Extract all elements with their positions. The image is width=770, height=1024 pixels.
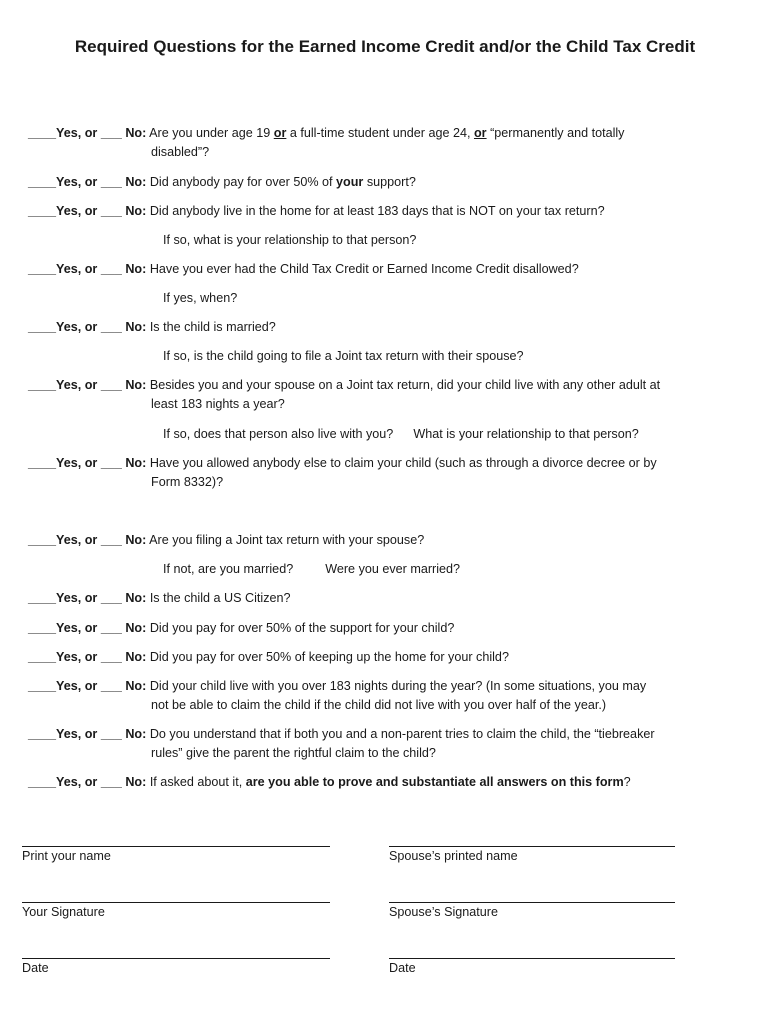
question-disallowed: [28, 260, 740, 279]
question-allowed-claim: [28, 454, 740, 492]
question-continuation: Form 8332)?: [151, 475, 224, 489]
followup-joint-return: If so, is the child going to file a Joint tax return with their spouse?: [163, 349, 524, 363]
question-text: Besides you and your spouse on a Joint tax return, did your child live with any other adult at: [149, 378, 661, 392]
question-continuation: not be able to claim the child if the child did not live with you over half of the year.): [151, 698, 607, 712]
yes-no-blank[interactable]: ____Yes, or ___ No:: [28, 621, 147, 635]
question-text: If asked about it, are you able to prove and substantiate all answers on this form?: [149, 775, 631, 789]
question-text: Is the child is married?: [149, 320, 276, 334]
question-text: Are you filing a Joint tax return with your spouse?: [149, 533, 425, 547]
followup-also-live: If so, does that person also live with you? What is your relationship to that person?: [163, 427, 639, 441]
question-under-19: [28, 124, 740, 162]
yes-no-blank[interactable]: ____Yes, or ___ No:: [28, 533, 147, 547]
yes-no-blank[interactable]: ____Yes, or ___ No:: [28, 378, 147, 392]
date-label-right: Date: [389, 961, 416, 975]
followup-when: If yes, when?: [163, 291, 238, 305]
question-text: Do you understand that if both you and a non-parent tries to claim the child, the “tiebreaker: [149, 727, 655, 741]
your-signature-label: Your Signature: [22, 905, 105, 919]
yes-no-blank[interactable]: ____Yes, or ___ No:: [28, 727, 147, 741]
question-paid-support: [28, 619, 740, 638]
yes-no-blank[interactable]: ____Yes, or ___ No:: [28, 679, 147, 693]
question-text: Did anybody live in the home for at least 183 days that is NOT on your tax return?: [149, 204, 605, 218]
question-text: Have you ever had the Child Tax Credit or Earned Income Credit disallowed?: [149, 262, 579, 276]
question-continuation: rules” give the parent the rightful claim to the child?: [151, 746, 436, 760]
question-text: Did anybody pay for over 50% of your support?: [149, 175, 416, 189]
yes-no-blank[interactable]: ____Yes, or ___ No:: [28, 775, 147, 789]
question-child-married: [28, 318, 740, 337]
print-name-line[interactable]: [22, 846, 330, 847]
question-tiebreaker: [28, 725, 740, 763]
date-label-left: Date: [22, 961, 49, 975]
question-183-nights: [28, 677, 740, 715]
spouse-signature-line[interactable]: [389, 902, 675, 903]
question-other-adult: [28, 376, 740, 414]
question-text: Did you pay for over 50% of keeping up the home for your child?: [149, 650, 509, 664]
question-joint-return: [28, 531, 740, 550]
yes-no-blank[interactable]: ____Yes, or ___ No:: [28, 175, 147, 189]
your-signature-line[interactable]: [22, 902, 330, 903]
question-continuation: least 183 nights a year?: [151, 397, 285, 411]
question-text: Did your child live with you over 183 nights during the year? (In some situations, you may: [149, 679, 647, 693]
question-support: [28, 173, 740, 192]
yes-no-blank[interactable]: ____Yes, or ___ No:: [28, 320, 147, 334]
yes-no-blank[interactable]: ____Yes, or ___ No:: [28, 591, 147, 605]
print-name-label: Print your name: [22, 849, 111, 863]
page-title: Required Questions for the Earned Income Credit and/or the Child Tax Credit: [74, 37, 696, 56]
yes-no-blank[interactable]: ____Yes, or ___ No:: [28, 650, 147, 664]
question-text: Is the child a US Citizen?: [149, 591, 291, 605]
question-continuation: disabled”?: [151, 145, 210, 159]
yes-no-blank[interactable]: ____Yes, or ___ No:: [28, 204, 147, 218]
question-substantiate: [28, 773, 740, 792]
yes-no-blank[interactable]: ____Yes, or ___ No:: [28, 126, 147, 140]
date-line-right[interactable]: [389, 958, 675, 959]
yes-no-blank[interactable]: ____Yes, or ___ No:: [28, 456, 147, 470]
followup-relationship: If so, what is your relationship to that person?: [163, 233, 417, 247]
question-text: Did you pay for over 50% of the support for your child?: [149, 621, 455, 635]
question-lived-in-home: [28, 202, 740, 221]
spouse-signature-label: Spouse’s Signature: [389, 905, 498, 919]
question-text: Have you allowed anybody else to claim your child (such as through a divorce decree or by: [149, 456, 657, 470]
question-paid-home: [28, 648, 740, 667]
yes-no-blank[interactable]: ____Yes, or ___ No:: [28, 262, 147, 276]
question-text: Are you under age 19 or a full-time student under age 24, or “permanently and totally: [149, 126, 625, 140]
followup-married: If not, are you married? Were you ever married?: [163, 562, 461, 576]
spouse-printed-name-line[interactable]: [389, 846, 675, 847]
spouse-printed-name-label: Spouse’s printed name: [389, 849, 518, 863]
date-line-left[interactable]: [22, 958, 330, 959]
question-us-citizen: [28, 589, 740, 608]
